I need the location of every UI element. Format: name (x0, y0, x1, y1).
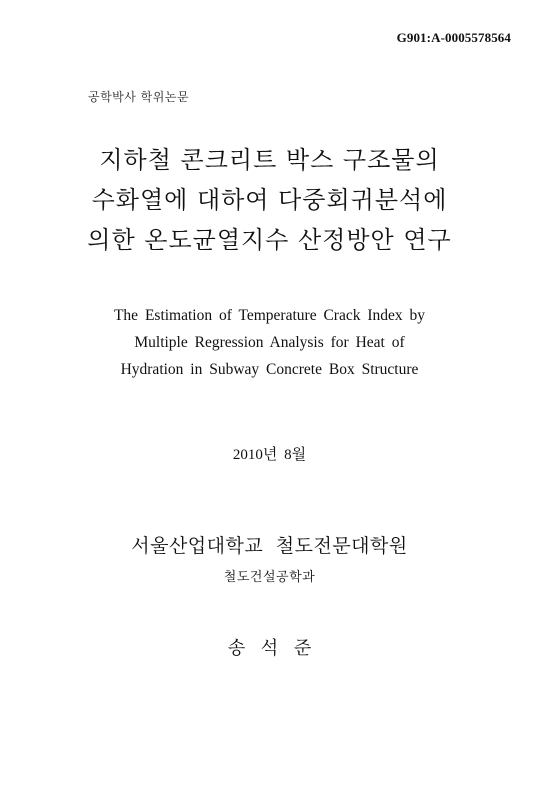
document-id: G901:A-0005578564 (396, 30, 511, 45)
korean-title-line: 지하철 콘크리트 박스 구조물의 (99, 146, 440, 174)
english-title (0, 302, 539, 383)
korean-title-line: 의한 온도균열지수 산정방안 연구 (87, 226, 452, 254)
degree-label: 공학박사 학위논문 (88, 90, 190, 104)
korean-title-line: 수화열에 대하여 다중회귀분석에 (91, 186, 448, 214)
university-name: 서울산업대학교 철도전문대학원 (131, 535, 408, 557)
english-title-line: Hydration in Subway Concrete Box Structure (120, 361, 419, 378)
submission-date: 2010년 8월 (232, 447, 307, 463)
english-title-line: Multiple Regression Analysis for Heat of (134, 334, 405, 351)
department-name: 철도건설공학과 (223, 570, 316, 585)
author-name: 송 석 준 (227, 638, 312, 659)
korean-title (0, 140, 539, 260)
english-title-line: The Estimation of Temperature Crack Index by (113, 307, 426, 324)
